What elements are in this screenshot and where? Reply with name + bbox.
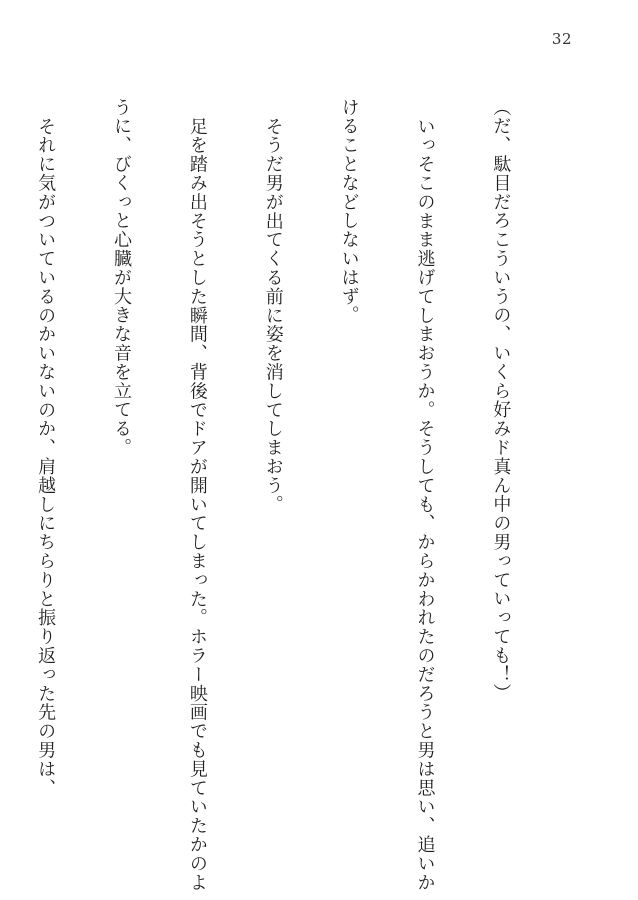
text-line: いっそこのまま逃げてしまおうか。そうしても、からかわれたのだろうと男は思い、追いか bbox=[414, 117, 436, 892]
text-line: そうだ男が出てくる前に姿を消してしまおう。 bbox=[262, 117, 284, 514]
body-text bbox=[0, 98, 564, 892]
text-line: うに、びくっと心臓が大きな音を立てる。 bbox=[110, 98, 132, 458]
text-line: けることなどしないはず。 bbox=[338, 98, 360, 325]
page-number: 32 bbox=[551, 30, 572, 48]
text-line: （だ、駄目だろこういうの、いくら好みド真ん中の男っていっても！） bbox=[490, 98, 512, 703]
text-line: 足を踏み出そうとした瞬間、背後でドアが開いてしまった。ホラー映画でも見ていたかのよ bbox=[186, 117, 208, 892]
text-line: それに気がついているのかいないのか、肩越しにちらりと振り返った先の男は、 bbox=[35, 117, 57, 798]
